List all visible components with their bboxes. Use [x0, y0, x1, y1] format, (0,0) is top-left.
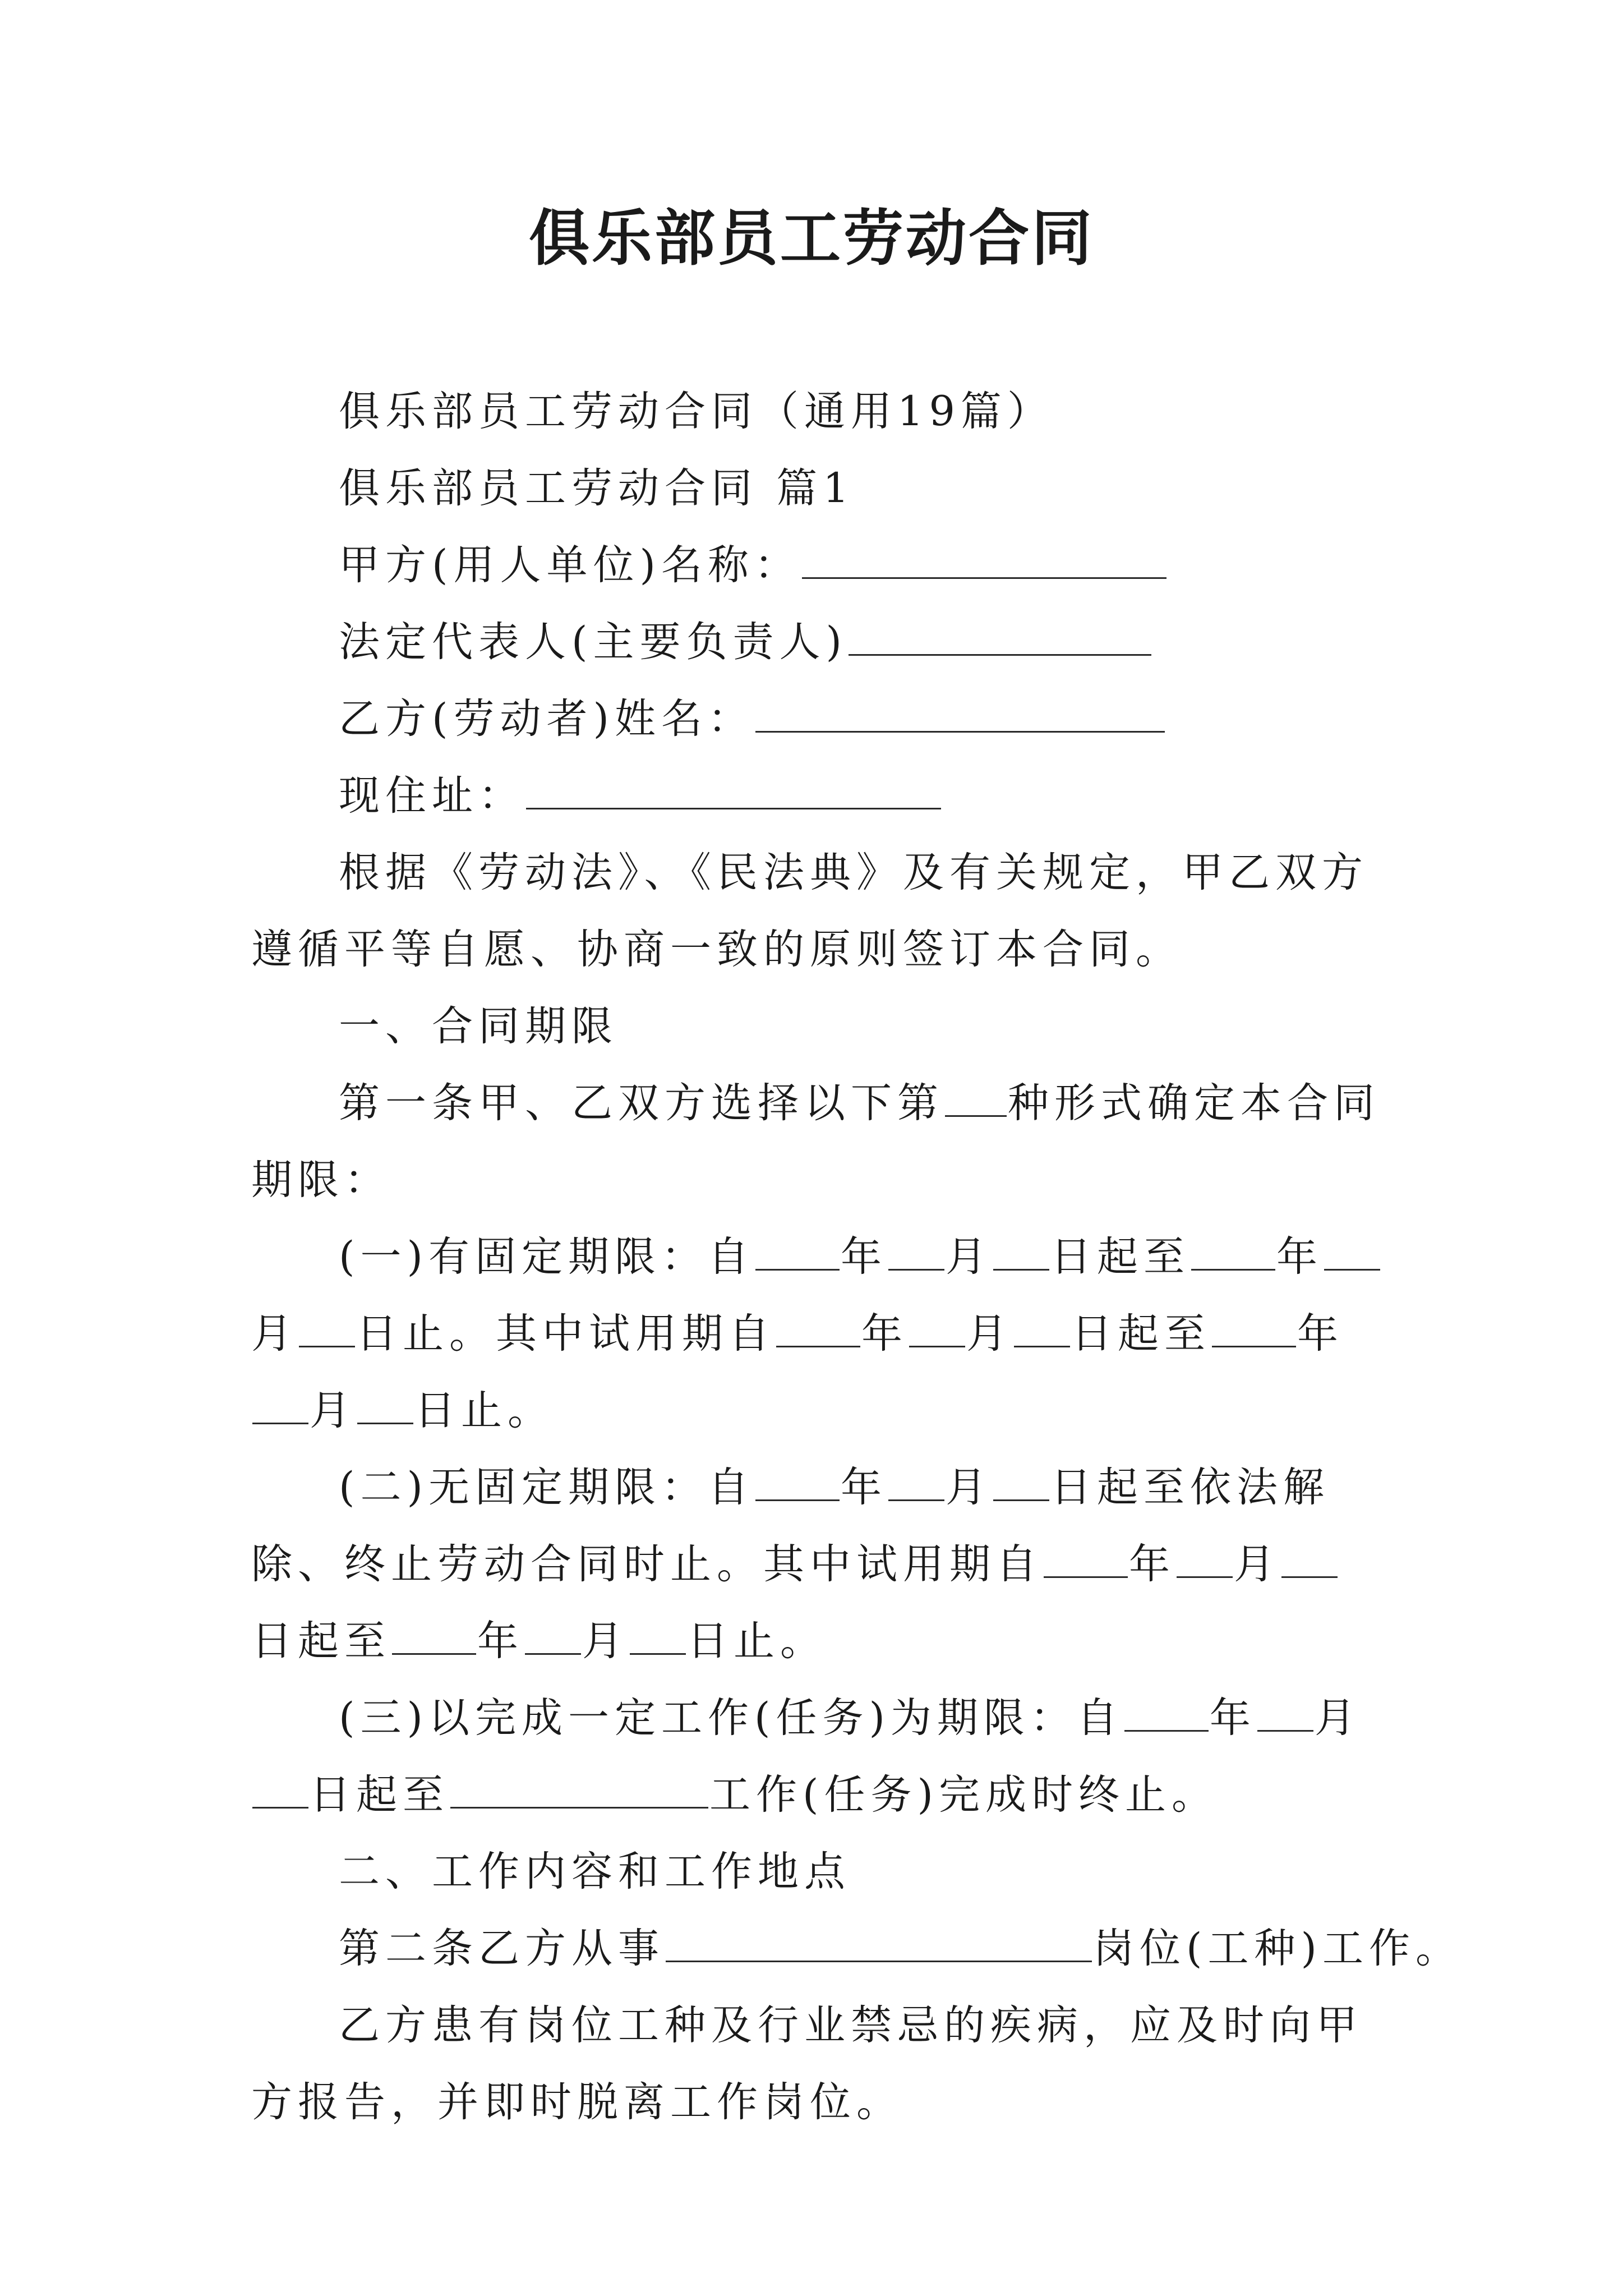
clause1-part1: 第一条甲、乙双方选择以下第 — [339, 1079, 944, 1127]
open-probation-start-month-blank[interactable] — [1177, 1543, 1233, 1578]
clause1-part2: 种形式确定本合同期限： — [251, 1079, 1380, 1204]
address-line — [251, 757, 1384, 834]
month-word: 月 — [966, 1310, 1013, 1358]
probation-end-month-blank[interactable] — [252, 1389, 308, 1424]
task-start-day-blank[interactable] — [252, 1773, 308, 1809]
year-word: 年 — [840, 1464, 887, 1511]
month-word: 月 — [1234, 1540, 1280, 1588]
document-body — [251, 373, 1462, 2141]
task-start-month-blank[interactable] — [1257, 1696, 1313, 1732]
from-to-word: 日起至 — [1071, 1310, 1211, 1358]
open-term-end: 日止。 — [687, 1617, 827, 1665]
task-term-end: 工作(任务)完成时终止。 — [709, 1771, 1218, 1819]
article-heading: 俱乐部员工劳动合同 篇1 — [339, 464, 855, 512]
term-type-blank[interactable] — [945, 1082, 1007, 1117]
probation-start-day-blank[interactable] — [1014, 1312, 1070, 1347]
legal-rep-label: 法定代表人(主要负责人) — [339, 618, 847, 666]
clause2-note-paragraph: 乙方患有岗位工种及行业禁忌的疾病，应及时向甲方报告，并即时脱离工作岗位。 — [251, 2001, 1363, 2126]
clause1-paragraph — [251, 1065, 1384, 1218]
end-day-blank[interactable] — [299, 1312, 355, 1347]
open-term-paragraph — [251, 1449, 1384, 1680]
task-start-year-blank[interactable] — [1124, 1696, 1209, 1732]
party-a-label: 甲方(用人单位)名称： — [339, 541, 801, 589]
document-title: 俱乐部员工劳动合同 — [528, 203, 1094, 274]
section1-heading: 一、合同期限 — [339, 1002, 618, 1050]
year-word: 年 — [840, 1233, 887, 1281]
month-word: 月 — [582, 1617, 629, 1665]
start-year-blank[interactable] — [755, 1235, 840, 1271]
from-to-word: 日起至 — [1050, 1233, 1190, 1281]
clause2-part1: 第二条乙方从事 — [339, 1925, 665, 1972]
open-term-middle: 日起至依法解除、终止劳动合同时止。其中试用期自 — [251, 1464, 1330, 1588]
task-term-prefix: (三)以完成一定工作(任务)为期限：自 — [339, 1694, 1123, 1742]
party-b-label: 乙方(劳动者)姓名： — [339, 695, 754, 743]
open-probation-end-day-blank[interactable] — [630, 1619, 686, 1655]
probation-start-year-blank[interactable] — [776, 1312, 860, 1347]
open-term-prefix: (二)无固定期限：自 — [339, 1464, 754, 1511]
task-description-blank[interactable] — [450, 1773, 708, 1809]
year-word: 年 — [1209, 1694, 1256, 1742]
start-day-blank[interactable] — [993, 1235, 1049, 1271]
end-month-blank[interactable] — [1324, 1235, 1380, 1271]
open-probation-start-year-blank[interactable] — [1044, 1543, 1128, 1578]
task-term-middle: 起至 — [356, 1771, 449, 1819]
from-to-word: 日起至 — [251, 1617, 391, 1665]
year-word: 年 — [1297, 1310, 1344, 1358]
open-start-year-blank[interactable] — [755, 1466, 840, 1501]
probation-start-month-blank[interactable] — [909, 1312, 965, 1347]
clause2-paragraph — [251, 1910, 1462, 1987]
open-probation-start-day-blank[interactable] — [1281, 1543, 1338, 1578]
year-word: 年 — [861, 1310, 908, 1358]
preamble-paragraph: 根据《劳动法》、《民法典》及有关规定，甲乙双方遵循平等自愿、协商一致的原则签订本合同。 — [251, 849, 1368, 973]
day-word: 日 — [310, 1771, 356, 1819]
task-term-paragraph — [251, 1680, 1384, 1833]
probation-text: 日止。其中试用期自 — [356, 1310, 775, 1358]
year-word: 年 — [1276, 1233, 1323, 1281]
legal-rep-blank[interactable] — [849, 620, 1151, 656]
party-a-line — [251, 527, 1384, 604]
open-start-day-blank[interactable] — [993, 1466, 1049, 1501]
party-b-name-blank[interactable] — [755, 697, 1165, 733]
probation-end-year-blank[interactable] — [1212, 1312, 1296, 1347]
year-word: 年 — [477, 1617, 524, 1665]
fixed-term-paragraph — [251, 1218, 1384, 1449]
month-word: 月 — [1314, 1694, 1361, 1742]
start-month-blank[interactable] — [888, 1235, 944, 1271]
address-blank[interactable] — [526, 774, 941, 809]
address-label: 现住址： — [339, 772, 525, 820]
open-probation-end-month-blank[interactable] — [525, 1619, 581, 1655]
section2-heading: 二、工作内容和工作地点 — [339, 1848, 851, 1895]
legal-rep-line — [251, 604, 1384, 680]
month-word: 月 — [251, 1310, 298, 1358]
clause2-part2: 岗位(工种)工作。 — [1093, 1925, 1462, 1972]
party-a-name-blank[interactable] — [802, 544, 1166, 579]
position-blank[interactable] — [666, 1927, 1092, 1962]
party-b-line — [251, 680, 1384, 757]
document-subtitle: 俱乐部员工劳动合同（通用19篇） — [339, 388, 1054, 435]
end-year-blank[interactable] — [1191, 1235, 1275, 1271]
probation-end-day-blank[interactable] — [357, 1389, 413, 1424]
open-probation-end-year-blank[interactable] — [392, 1619, 476, 1655]
fixed-term-prefix: (一)有固定期限：自 — [339, 1233, 754, 1281]
year-word: 年 — [1129, 1540, 1175, 1588]
open-start-month-blank[interactable] — [888, 1466, 944, 1501]
month-word: 月 — [945, 1464, 992, 1511]
fixed-term-end: 日止。 — [414, 1387, 554, 1434]
month-word: 月 — [310, 1387, 356, 1434]
month-word: 月 — [945, 1233, 992, 1281]
